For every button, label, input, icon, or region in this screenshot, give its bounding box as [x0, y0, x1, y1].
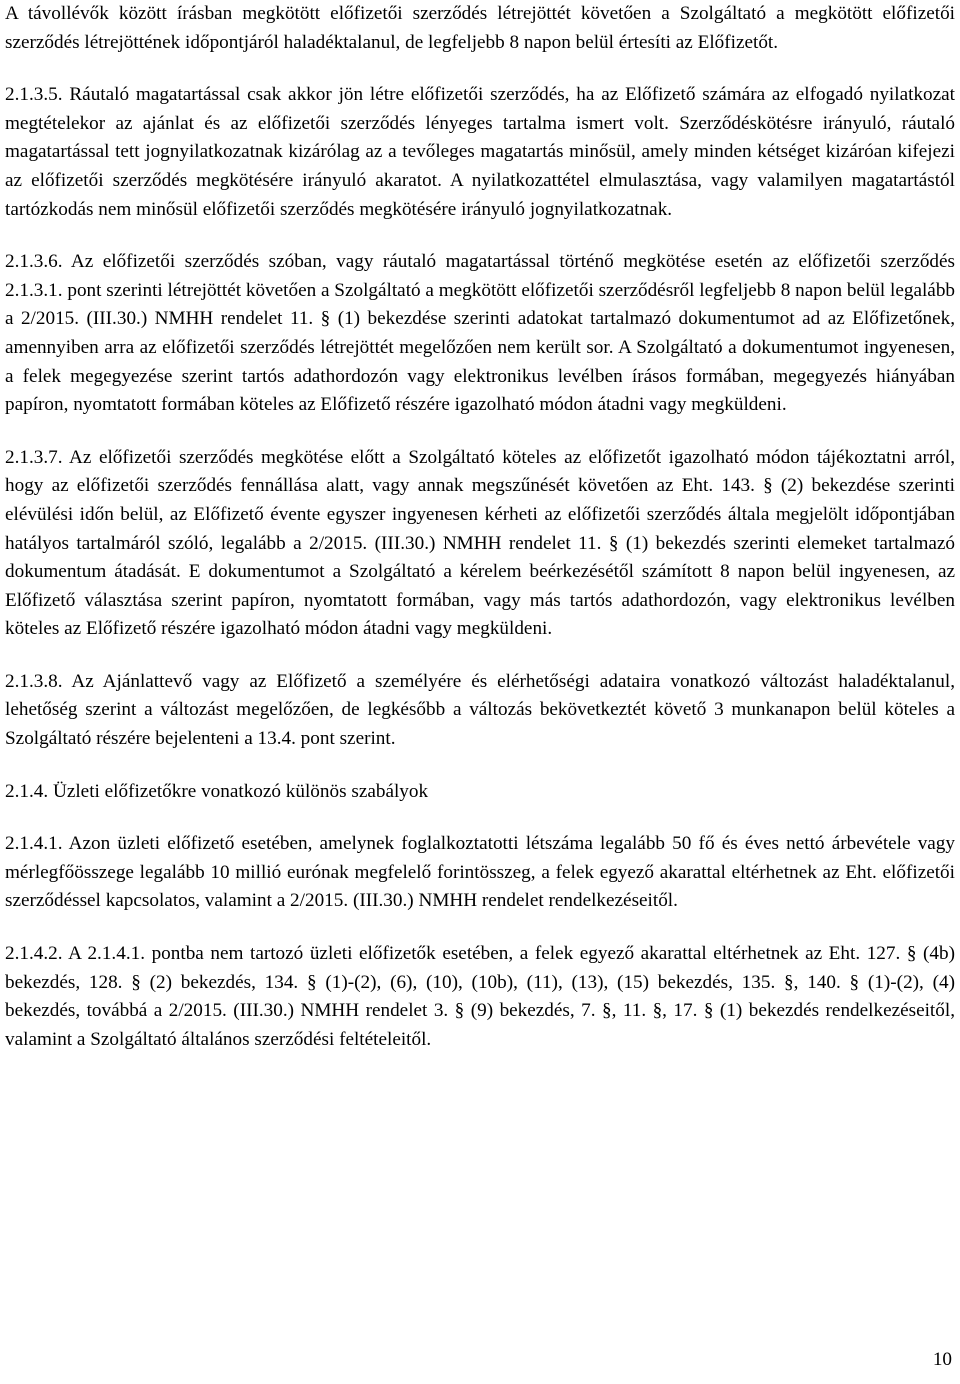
page-number: 10 — [932, 1349, 952, 1370]
paragraph-2-1-3-7: 2.1.3.7. Az előfizetői szerződés megkötése előtt a Szolgáltató köteles az előfizetőt igazolható módon tájékoztatni arról, hogy az előfizetői szerződés fennállása alatt, vagy annak megszűnését követően az Eht. 143. § (2) bekezdése szerinti elévülési időn belül, az Előfizető évente egyszer ingyenesen kérheti az előfizetői szerződés általa megjelölt időpontjában hatályos tartalmáról szóló, legalább a 2/2015. (III.30.) NMHH rendelet 11. § (1) bekezdés szerinti elemeket tartalmazó dokumentum átadását. E dokumentumot a Szolgáltató a kérelem beérkezésétől számított 8 napon belül ingyenesen, az Előfizető választása szerint papíron, nyomtatott formában, vagy más tartós adathordozón, vagy elektronikus levélben köteles az Előfizető részére igazolható módon átadni vagy megküldeni. — [5, 446, 955, 640]
section-heading-2-1-4: 2.1.4. Üzleti előfizetőkre vonatkozó különös szabályok — [5, 780, 429, 802]
paragraph-spacer — [5, 916, 955, 940]
paragraph-spacer — [5, 754, 955, 778]
paragraph-2-1-3-6: 2.1.3.6. Az előfizetői szerződés szóban, vagy ráutaló magatartással történő megkötése esetén az előfizetői szerződés 2.1.3.1. pont szerinti létrejöttét követően a Szolgáltató a megkötött előfizetői szerződésről legfeljebb 8 napon belül legalább a 2/2015. (III.30.) NMHH rendelet 11. § (1) bekezdése szerinti adatokat tartalmazó dokumentumot ad az Előfizetőnek, amennyiben arra az előfizetői szerződés létrejöttét megelőzően nem került sor. A Szolgáltató a dokumentumot ingyenesen, a felek megegyezése szerint tartós adathordozón vagy elektronikus levélben írásos formában, megegyezés hiányában papíron, nyomtatott formában köteles az Előfizető részére igazolható módon átadni vagy megküldeni. — [5, 251, 956, 416]
paragraph-spacer — [5, 57, 955, 81]
paragraph-2-1-4-2: 2.1.4.2. A 2.1.4.1. pontba nem tartozó üzleti előfizetők esetében, a felek egyező akarattal eltérhetnek az Eht. 127. § (4b) bekezdés, 128. § (2) bekezdés, 134. § (1)-(2), (6), (10), (10b), (11), (13), (15) bekezdés, 135. §, 140. § (1)-(2), (4) bekezdés, továbbá a 2/2015. (III.30.) NMHH rendelet 3. § (9) bekezdés, 7. §, 11. §, 17. § (1) bekezdés rendelkezéseitől, valamint a Szolgáltató általános szerződési feltételeitől. — [5, 943, 955, 1050]
paragraph-spacer — [5, 224, 955, 248]
document-page — [5, 0, 955, 1054]
paragraph-spacer — [5, 420, 955, 444]
paragraph-intro-notification: A távollévők között írásban megkötött előfizetői szerződés létrejöttét követően a Szolgáltató a megkötött előfizetői szerződés létrejöttének időpontjáról haladéktalanul, de legfeljebb 8 napon belül értesíti az Előfizetőt. — [5, 3, 955, 53]
paragraph-2-1-3-8: 2.1.3.8. Az Ajánlattevő vagy az Előfizető a személyére és elérhetőségi adataira vonatkozó változást haladéktalanul, lehetőség szerint a változást megelőzően, de legkésőbb a változás bekövetkeztét követő 3 munkanapon belül köteles a Szolgáltató részére bejelenteni a 13.4. pont szerint. — [5, 670, 955, 750]
paragraph-2-1-3-5: 2.1.3.5. Ráutaló magatartással csak akkor jön létre előfizetői szerződés, ha az Előfizető számára az elfogadó nyilatkozat megtételekor az ajánlat és az előfizetői szerződés lényeges tartalma ismert volt. Szerződéskötésre irányuló, ráutaló magatartással tett jognyilatkozatnak kizárólag az a tevőleges magatartás minősül, amely minden kétséget kizáróan kifejezi az előfizetői szerződés megkötésére irányuló akaratot. A nyilatkozattétel elmulasztása, vagy valamilyen magatartástól tartózkodás nem minősül előfizetői szerződés megkötésére irányuló jognyilatkozatnak. — [5, 84, 955, 220]
paragraph-2-1-4-1: 2.1.4.1. Azon üzleti előfizető esetében, amelynek foglalkoztatotti létszáma legalább 50 fő és éves nettó árbevétele vagy mérlegfőösszege legalább 10 millió eurónak megfelelő forintösszeg, a felek egyező akarattal eltérhetnek az Eht. előfizetői szerződéssel kapcsolatos, valamint a 2/2015. (III.30.) NMHH rendelet rendelkezéseitől. — [5, 833, 955, 912]
paragraph-spacer — [5, 806, 955, 830]
paragraph-spacer — [5, 644, 955, 668]
